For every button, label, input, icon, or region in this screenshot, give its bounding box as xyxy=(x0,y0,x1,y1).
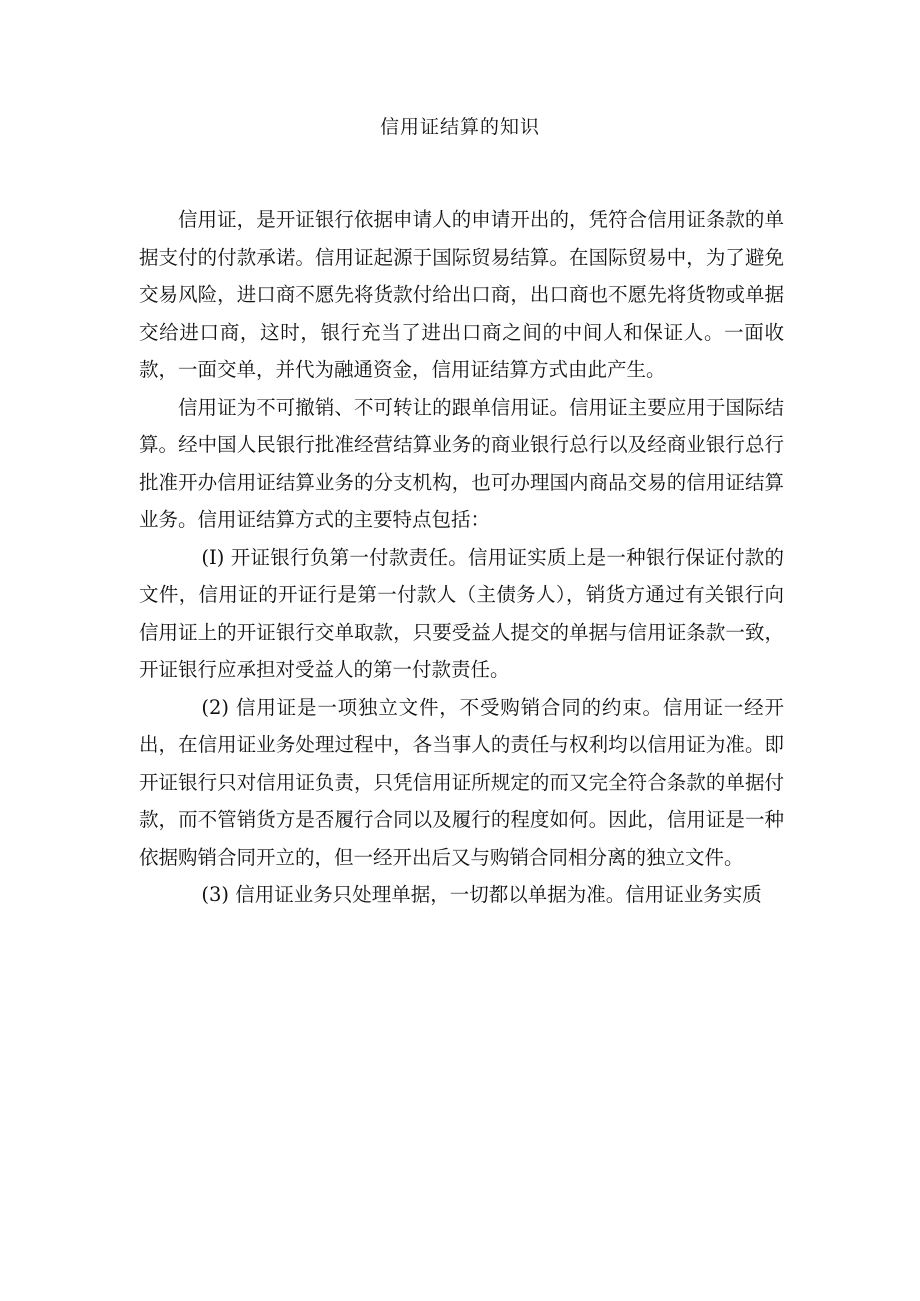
paragraph-definition: 信用证，是开证银行依据申请人的申请开出的，凭符合信用证条款的单据支付的付款承诺。信用证起源于国际贸易结算。在国际贸易中，为了避免交易风险，进口商不愿先将货款付给出口商，出口商也不愿先将货物或单据交给进口商，这时，银行充当了进出口商之间的中间人和保证人。一面收款，一面交单，并代为融通资金，信用证结算方式由此产生。 xyxy=(139,208,784,381)
paragraph-feature-2: (2) 信用证是一项独立文件，不受购销合同的约束。信用证一经开出，在信用证业务处理过程中，各当事人的责任与权利均以信用证为准。即开证银行只对信用证负责，只凭信用证所规定的而又完全符合条款的单据付款，而不管销货方是否履行合同以及履行的程度如何。因此，信用证是一种依据购销合同开立的，但一经开出后又与购销合同相分离的独立文件。 xyxy=(139,695,784,869)
document-title: 信用证结算的知识 xyxy=(379,116,540,138)
paragraph-overview: 信用证为不可撤销、不可转让的跟单信用证。信用证主要应用于国际结算。经中国人民银行批准经营结算业务的商业银行总行以及经商业银行总行批准开办信用证结算业务的分支机构，也可办理国内商品交易的信用证结算业务。信用证结算方式的主要特点包括： xyxy=(139,395,784,531)
paragraph-feature-1: (I) 开证银行负第一付款责任。信用证实质上是一种银行保证付款的文件，信用证的开证行是第一付款人（主债务人），销货方通过有关银行向信用证上的开证银行交单取款，只要受益人提交的单据与信用证条款一致，开证银行应承担对受益人的第一付款责任。 xyxy=(139,545,784,681)
paragraph-feature-3: (3) 信用证业务只处理单据，一切都以单据为准。信用证业务实质 xyxy=(201,883,762,906)
document-body xyxy=(139,201,784,914)
